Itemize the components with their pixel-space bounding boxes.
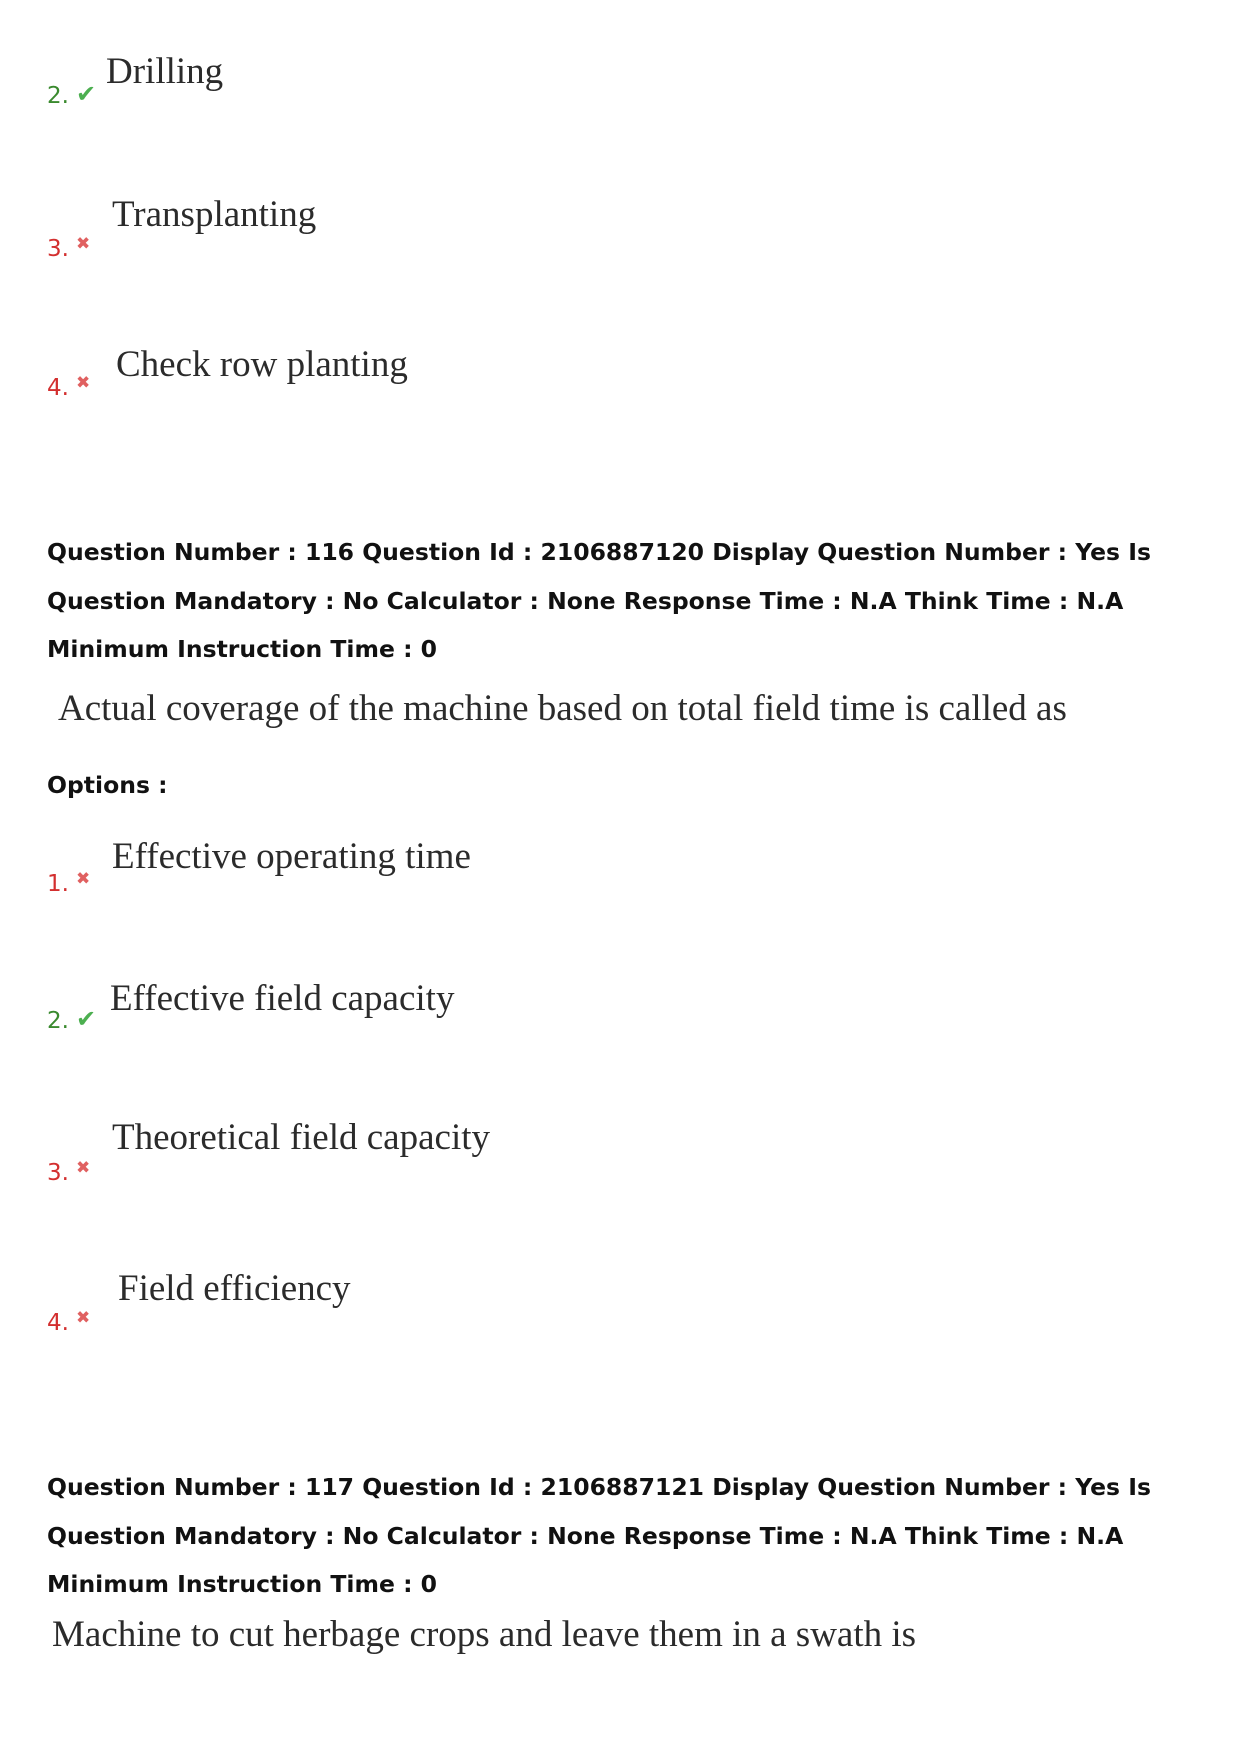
question-meta: Question Number : 116 Question Id : 2106887120 Display Question Number : Yes Is Question Mandatory : No Calculator : None Response Time : N.A Think Time : N.A Minimum Instruction Time : 0 <box>47 538 1151 663</box>
option-text: Field efficiency <box>118 1268 351 1309</box>
option-text: Drilling <box>106 51 224 92</box>
option-number: 2. <box>47 1008 69 1034</box>
question-text: Machine to cut herbage crops and leave them in a swath is <box>52 1614 917 1655</box>
option-number: 3. <box>47 1160 69 1186</box>
cross-icon: ✖ <box>76 1308 91 1328</box>
options-label: Options : <box>47 771 168 799</box>
question-text: Actual coverage of the machine based on total field time is called as <box>58 688 1067 729</box>
cross-icon: ✖ <box>76 373 91 393</box>
option-text: Transplanting <box>112 194 317 235</box>
check-icon: ✔ <box>76 80 97 108</box>
option-number: 1. <box>47 871 69 897</box>
option-number: 4. <box>47 1310 69 1336</box>
option-number: 4. <box>47 375 69 401</box>
option-number: 3. <box>47 236 69 262</box>
cross-icon: ✖ <box>76 1158 91 1178</box>
option-text: Theoretical field capacity <box>112 1117 491 1158</box>
check-icon: ✔ <box>76 1005 97 1033</box>
option-text: Check row planting <box>116 344 408 385</box>
option-text: Effective field capacity <box>110 978 455 1019</box>
option-text: Effective operating time <box>112 836 471 877</box>
question-meta: Question Number : 117 Question Id : 2106887121 Display Question Number : Yes Is Question Mandatory : No Calculator : None Response Time : N.A Think Time : N.A Minimum Instruction Time : 0 <box>47 1473 1151 1598</box>
option-number: 2. <box>47 83 69 109</box>
cross-icon: ✖ <box>76 869 91 889</box>
cross-icon: ✖ <box>76 234 91 254</box>
